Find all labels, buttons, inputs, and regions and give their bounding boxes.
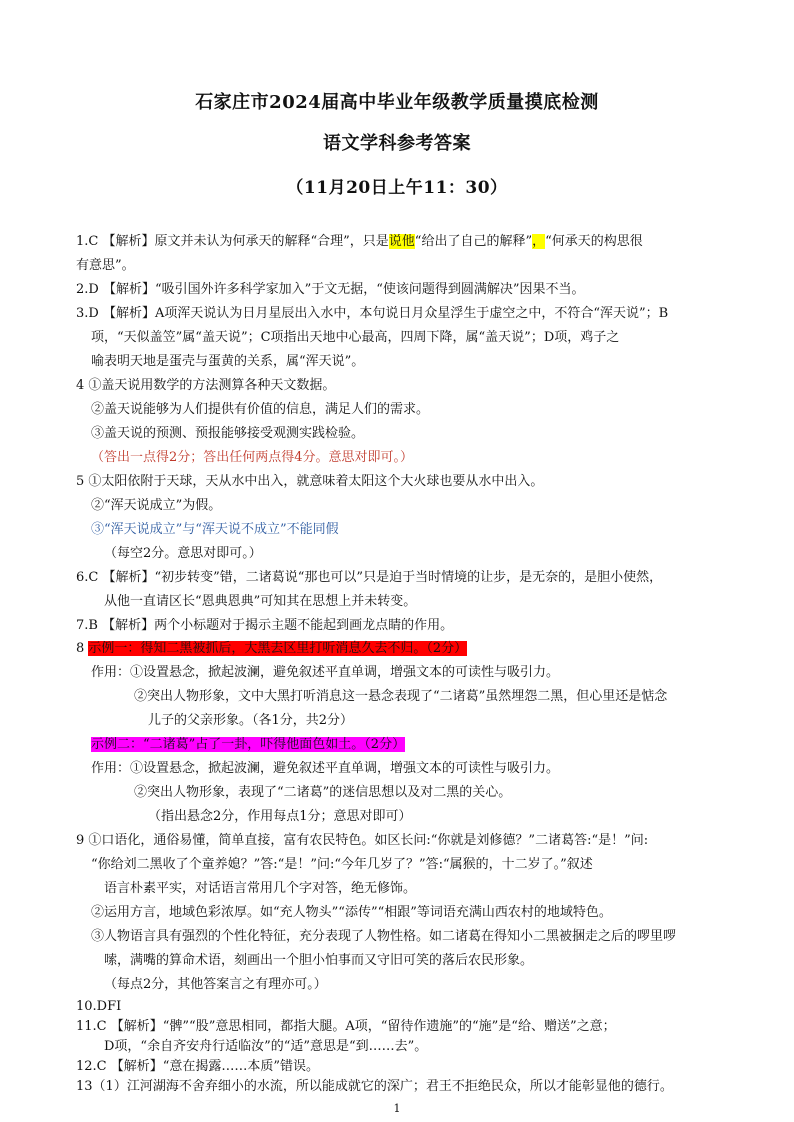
- answer-8-example-2-effect-1: 作用：①设置悬念，掀起波澜，避免叙述平直单调，增强文本的可读性与吸引力。: [91, 761, 560, 776]
- answer-8-number: 8: [76, 641, 89, 656]
- answer-8-example-1-effect-2: ②突出人物形象，文中大黑打听消息这一悬念表现了“二诸葛”虽然埋怨二黑，但心里还是惦念: [134, 689, 668, 704]
- answer-1-text-a: 1.C 【解析】原文并未认为何承天的解释“合理”，只是: [76, 234, 389, 249]
- answer-1-text-c: “何承天的构思很: [545, 234, 643, 249]
- answer-11-line-2: D项，“余自齐安舟行适临汝”的“适”意思是“到……去”。: [104, 1039, 428, 1054]
- answer-7: 7.B 【解析】两个小标题对于揭示主题不能起到画龙点睛的作用。: [76, 618, 454, 633]
- answer-11-line-1: 11.C 【解析】“髀”“股”意思相同，都指大腿。A项，“留待作遗施”的“施”是“给、赠送”之意；: [76, 1019, 616, 1034]
- answer-4-line-3: ③盖天说的预测、预报能够接受观测实践检验。: [91, 426, 365, 441]
- answer-6-line-1: 6.C 【解析】“初步转变”错，二诸葛说“那也可以”只是迫于当时情境的让步，是无奈的，是胆小使然，: [76, 570, 663, 585]
- answer-1-highlight: 说他: [388, 234, 415, 249]
- answer-9-line-2: “你给刘二黑收了个童养媳？”答:“是！”问:“今年几岁了？”答:“属猴的，十二岁了。”叙述: [91, 857, 593, 872]
- answer-4-line-2: ②盖天说能够为人们提供有价值的信息，满足人们的需求。: [91, 402, 430, 417]
- answer-5-scoring-note: （每空2分。意思对即可。）: [104, 546, 262, 561]
- answer-3-line-2: 项，“天似盖笠”属“盖天说”；C项指出天地中心最高，四周下降，属“盖天说”；D项，鸡子之: [91, 330, 620, 345]
- page-subtitle: 语文学科参考答案: [323, 133, 471, 154]
- exam-time: （11月20日上午11：30）: [286, 178, 508, 198]
- answer-1-text-b: “给出了自己的解释”: [414, 234, 533, 249]
- answer-9-line-4: ②运用方言，地域色彩浓厚。如“充人物头”“添传”“相跟”等词语充满山西农村的地域特色。: [91, 905, 612, 920]
- answer-5-line-1: 5 ①太阳依附于天球，天从水中出入，就意味着太阳这个大火球也要从水中出入。: [76, 474, 544, 489]
- answer-3-line-1: 3.D 【解析】A项浑天说认为日月星辰出入水中，本句说日月众星浮生于虚空之中，不符合“浑天说”；B: [76, 306, 669, 321]
- answer-10: 10.DFI: [76, 999, 122, 1014]
- page-number: 1: [393, 1102, 401, 1115]
- answer-3-line-3: 喻表明天地是蛋壳与蛋黄的关系，属“浑天说”。: [91, 354, 365, 369]
- answer-8-example-1-effect-3: 儿子的父亲形象。（各1分，共2分）: [148, 713, 354, 728]
- answer-8-example-2: [91, 737, 405, 753]
- page-title: 石家庄市2024届高中毕业年级教学质量摸底检测: [195, 92, 599, 113]
- answer-13-line-1: 13（1）江河湖海不舍弃细小的水流，所以能成就它的深广；君王不拒绝民众，所以才能彰显他的德行。: [76, 1079, 673, 1094]
- answer-8-example-1-highlight: 示例一：得知二黑被抓后，大黑去区里打听消息久去不归。（2分）: [88, 641, 468, 656]
- answer-8-example-2-highlight: 示例二：“二诸葛”占了一卦，吓得他面色如土。（2分）: [91, 737, 406, 752]
- answer-4-line-1: 4 ①盖天说用数学的方法测算各种天文数据。: [76, 378, 336, 393]
- answer-5-line-3: ③“浑天说成立”与“浑天说不成立”不能同假: [91, 522, 339, 537]
- answer-9-line-6: 嗦，满嘴的算命术语，刻画出一个胆小怕事而又守旧可笑的落后农民形象。: [104, 953, 534, 968]
- answer-6-line-2: 从他一直请区长“恩典恩典”可知其在思想上并未转变。: [104, 594, 417, 609]
- answer-5-line-2: ②“浑天说成立”为假。: [91, 498, 222, 513]
- answer-8-example-1: [76, 641, 467, 657]
- answer-8-example-1-effect-1: 作用：①设置悬念，掀起波澜，避免叙述平直单调，增强文本的可读性与吸引力。: [91, 665, 560, 680]
- answer-9-line-1: 9 ①口语化，通俗易懂，简单直接，富有农民特色。如区长问:“你就是刘修德？”二诸葛答:“是！”问:: [76, 833, 649, 848]
- answer-1-highlight-comma: ，: [532, 234, 546, 249]
- answer-9-line-3: 语言朴素平实，对话语言常用几个字对答，绝无修饰。: [104, 881, 417, 896]
- answer-9-line-5: ③人物语言具有强烈的个性化特征，充分表现了人物性格。如二诸葛在得知小二黑被捆走之后的啰里啰: [91, 929, 677, 944]
- answer-1-line-1: [76, 234, 643, 250]
- answer-9-scoring-note: （每点2分，其他答案言之有理亦可。）: [104, 977, 327, 992]
- answer-4-scoring-note: （答出一点得2分；答出任何两点得4分。意思对即可。）: [91, 450, 414, 465]
- answer-8-example-2-effect-3: （指出悬念2分，作用每点1分；意思对即可）: [148, 809, 412, 824]
- answer-1-line-2: 有意思”。: [76, 258, 135, 273]
- answer-8-example-2-effect-2: ②突出人物形象，表现了“二诸葛”的迷信思想以及对二黑的关心。: [134, 785, 512, 800]
- answer-12: 12.C 【解析】“意在揭露……本质”错误。: [76, 1059, 320, 1074]
- answer-2: 2.D 【解析】“吸引国外许多科学家加入”于文无据，“使该问题得到圆满解决”因果不当。: [76, 282, 585, 297]
